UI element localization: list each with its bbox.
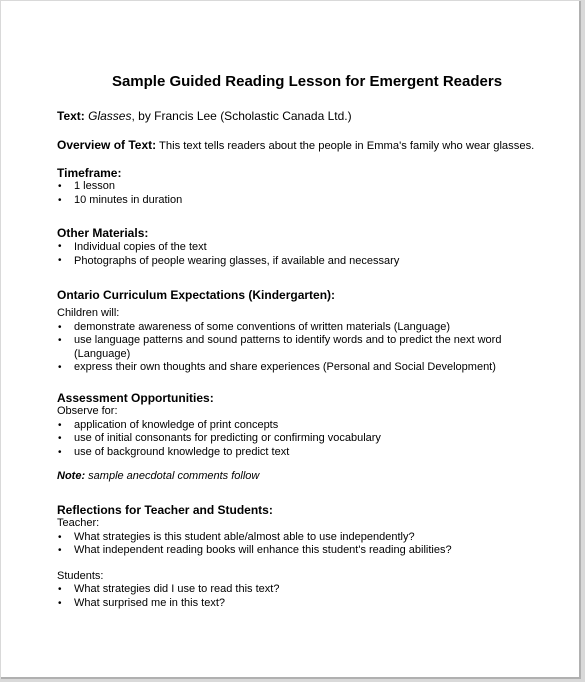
bullet-icon: •: [58, 433, 62, 444]
assessment-list: [57, 419, 557, 460]
curriculum-heading: Ontario Curriculum Expectations (Kindergarten):: [57, 288, 336, 302]
bullet-icon: •: [58, 321, 62, 333]
assessment-heading: Assessment Opportunities:: [57, 391, 214, 405]
list-item: • 10 minutes in duration: [58, 193, 183, 206]
note-body: sample anecdotal comments follow: [85, 470, 260, 482]
overview-line: [57, 138, 557, 152]
bullet-icon: •: [58, 419, 62, 431]
list-item: • use language patterns and sound patterns to identify words and to predict the next word (Language): [58, 334, 502, 360]
reflections-section: [57, 503, 557, 610]
student-questions-list: [57, 583, 557, 610]
bullet-icon: •: [58, 531, 62, 543]
list-item: • use of initial consonants for predicting or confirming vocabulary: [58, 432, 381, 444]
timeframe-heading: Timeframe:: [57, 166, 122, 180]
list-item: • What surprised me in this text?: [58, 596, 226, 609]
book-details: , by Francis Lee (Scholastic Canada Ltd.): [131, 109, 352, 123]
list-item: • use of background knowledge to predict text: [58, 445, 290, 458]
list-item: • What independent reading books will enhance this student's reading abilities?: [58, 544, 452, 556]
bullet-icon: •: [58, 362, 62, 373]
bullet-icon: •: [58, 545, 62, 556]
text-line: [57, 109, 557, 123]
list-item: • demonstrate awareness of some conventions of written materials (Language): [58, 320, 451, 333]
list-item: • application of knowledge of print concepts: [58, 418, 279, 431]
book-title: Glasses: [88, 109, 132, 123]
curriculum-list: [57, 321, 557, 375]
bullet-icon: •: [58, 241, 62, 252]
note-label: Note:: [57, 470, 86, 482]
list-item: • express their own thoughts and share experiences (Personal and Social Development): [58, 361, 496, 373]
reflections-heading: Reflections for Teacher and Students:: [57, 503, 273, 517]
materials-list: [57, 240, 557, 268]
students-label: Students:: [57, 569, 104, 582]
assessment-section: [57, 391, 557, 459]
text-label: Text:: [57, 109, 85, 123]
list-item: • What strategies is this student able/almost able to use independently?: [58, 530, 415, 543]
document-title: Sample Guided Reading Lesson for Emergent Readers: [111, 73, 503, 90]
bullet-icon: •: [58, 446, 62, 458]
bullet-icon: •: [58, 597, 62, 609]
bullet-icon: •: [58, 255, 62, 266]
bullet-icon: •: [58, 584, 62, 595]
overview-body: This text tells readers about the people in Emma's family who wear glasses.: [156, 140, 535, 152]
materials-section: [57, 226, 557, 268]
bullet-icon: •: [58, 335, 62, 346]
curriculum-intro: Children will:: [57, 307, 120, 319]
overview-label: Overview of Text:: [57, 138, 157, 152]
list-item: • Individual copies of the text: [58, 241, 207, 253]
materials-heading: Other Materials:: [57, 226, 149, 240]
teacher-label: Teacher:: [57, 517, 100, 529]
list-item: • What strategies did I use to read this text?: [58, 583, 280, 595]
teacher-questions-list: [57, 531, 557, 558]
curriculum-section: [57, 288, 557, 375]
document-page: [1, 1, 581, 679]
list-item: • 1 lesson: [58, 180, 115, 192]
assessment-intro: Observe for:: [57, 405, 118, 417]
list-item: • Photographs of people wearing glasses, if available and necessary: [58, 255, 400, 267]
timeframe-section: [57, 166, 557, 207]
timeframe-list: [57, 180, 557, 207]
bullet-icon: •: [58, 181, 62, 192]
bullet-icon: •: [58, 194, 62, 206]
note-line: [57, 470, 557, 482]
